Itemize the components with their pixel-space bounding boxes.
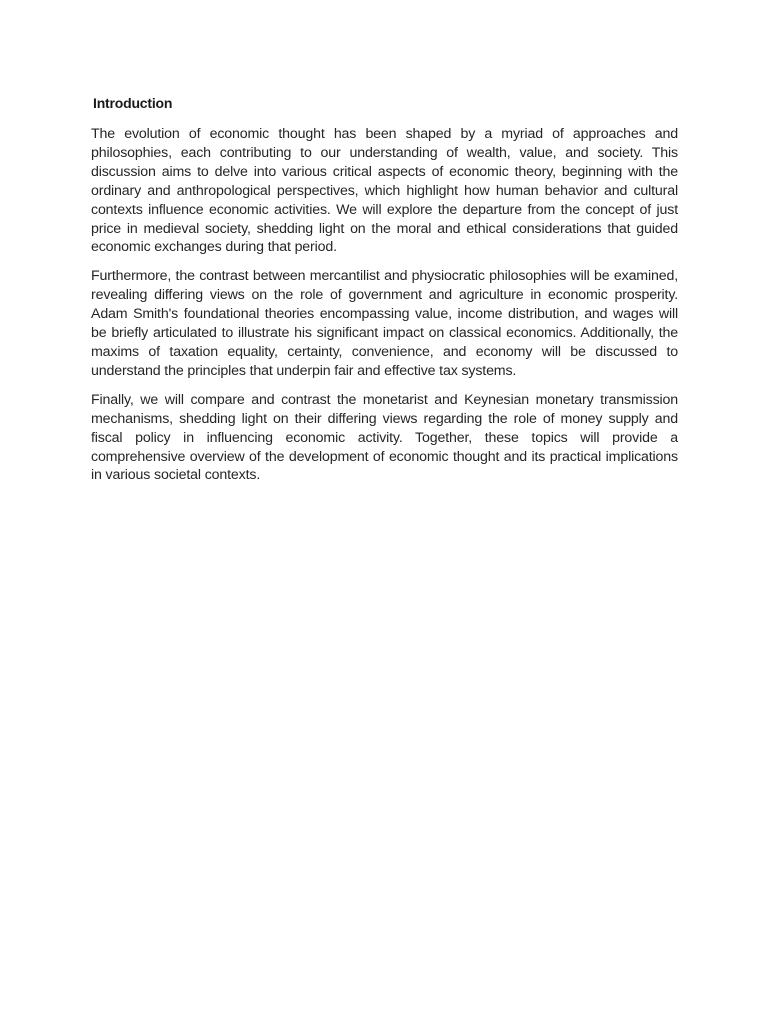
section-heading: Introduction [93, 95, 173, 111]
paragraph-2: Furthermore, the contrast between mercantilist and physiocratic philosophies will be examined, revealing differing views on the role of government and agriculture in economic prosperity. Adam Smith's foundational theories encompassing value, income distribution, and wages will be briefly articulated to illustrate his significant impact on classical economics. Additionally, the maxims of taxation equality, certainty, convenience, and economy will be discussed to understand the principles that underpin fair and effective tax systems. [91, 268, 678, 379]
document-body [91, 93, 678, 495]
paragraph-1: The evolution of economic thought has been shaped by a myriad of approaches and philosophies, each contributing to our understanding of wealth, value, and society. This discussion aims to delve into various critical aspects of economic theory, beginning with the ordinary and anthropological perspectives, which highlight how human behavior and cultural contexts influence economic activities. We will explore the departure from the concept of just price in medieval society, shedding light on the moral and ethical considerations that guided economic exchanges during that period. [91, 126, 678, 256]
paragraph-3: Finally, we will compare and contrast the monetarist and Keynesian monetary transmission mechanisms, shedding light on their differing views regarding the role of money supply and fiscal policy in influencing economic activity. Together, these topics will provide a comprehensive overview of the development of economic thought and its practical implications in various societal contexts. [91, 391, 678, 484]
